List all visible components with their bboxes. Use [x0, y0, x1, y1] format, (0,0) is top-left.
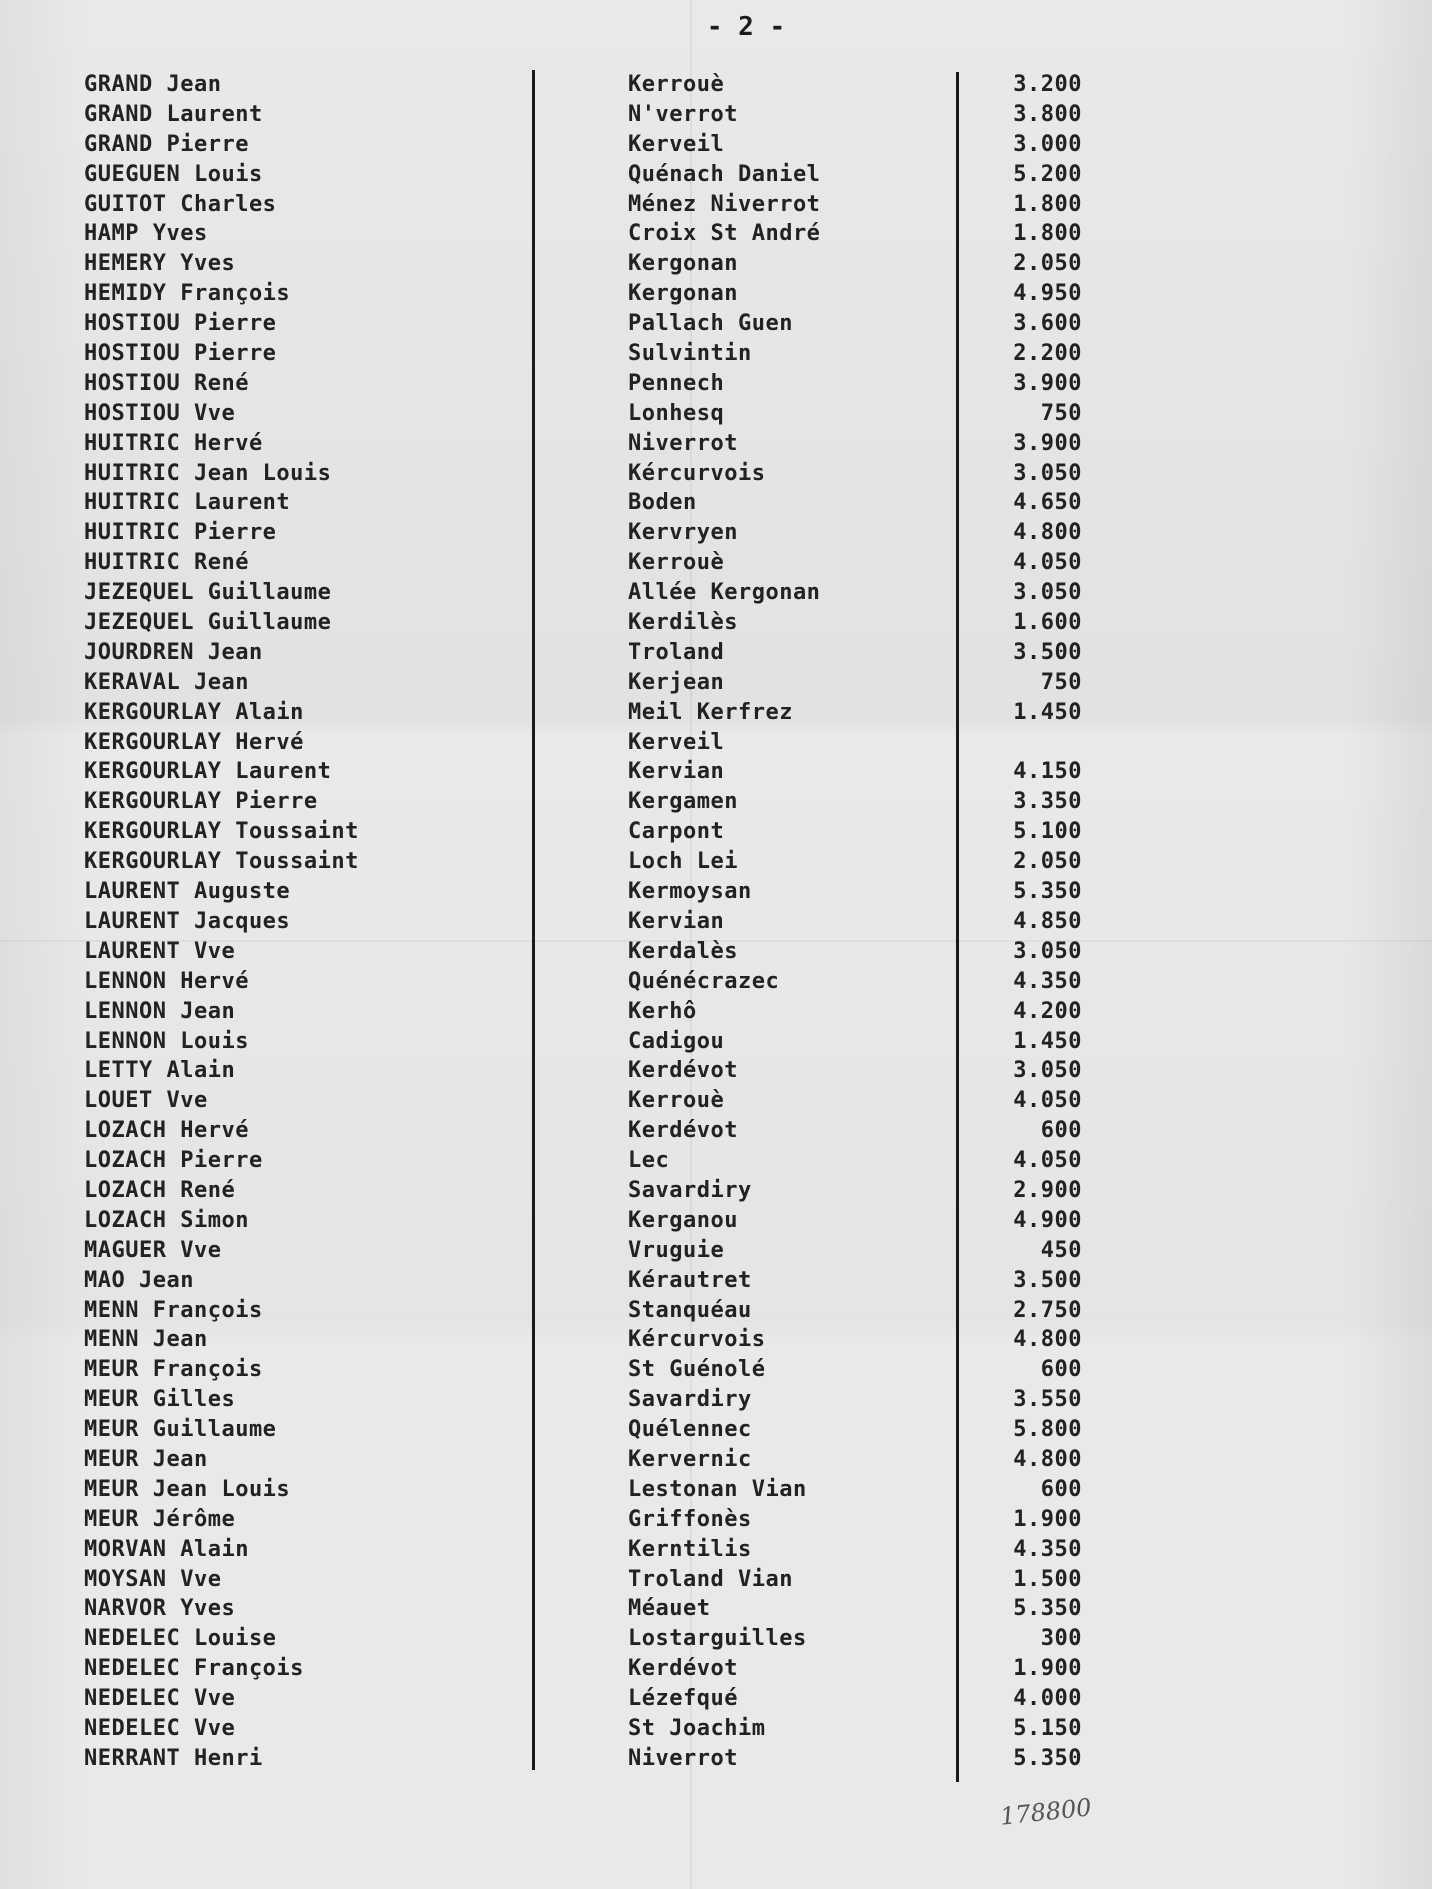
ledger-row	[0, 1027, 1432, 1057]
amount: 3.050	[1013, 580, 1082, 606]
ledger-row	[0, 1056, 1432, 1086]
place-name: St Joachim	[628, 1715, 766, 1741]
amount: 3.900	[1013, 430, 1082, 456]
place-name: Kergonan	[628, 251, 738, 277]
amount: 750	[1040, 400, 1082, 426]
ledger-row	[0, 847, 1432, 877]
place-name: Troland	[628, 639, 725, 665]
amount: 3.000	[1013, 131, 1082, 157]
person-name: MEUR François	[84, 1357, 263, 1383]
place-name: Kerrouè	[628, 72, 725, 97]
ledger-row	[0, 548, 1432, 578]
amount: 1.450	[1013, 1028, 1082, 1054]
amount: 2.050	[1013, 251, 1082, 277]
person-name: KERAVAL Jean	[84, 669, 249, 695]
amount: 4.650	[1013, 490, 1082, 516]
place-name: Kervian	[628, 908, 725, 934]
ledger-row	[0, 1206, 1432, 1236]
ledger-row	[0, 279, 1432, 309]
amount: 5.200	[1013, 161, 1082, 187]
place-name: Kerrouè	[628, 550, 725, 576]
ledger-row	[0, 339, 1432, 369]
place-name: Quénécrazec	[628, 968, 780, 994]
place-name: Quélennec	[628, 1417, 752, 1443]
place-name: Lonhesq	[628, 400, 725, 426]
amount: 600	[1040, 1476, 1082, 1502]
person-name: LOZACH Simon	[84, 1207, 249, 1233]
person-name: LENNON Louis	[84, 1028, 249, 1054]
place-name: Kerveil	[628, 131, 725, 157]
amount: 4.350	[1013, 1536, 1082, 1562]
amount: 300	[1040, 1626, 1082, 1652]
person-name: HUITRIC Pierre	[84, 520, 277, 546]
person-name: KERGOURLAY Alain	[84, 699, 304, 725]
person-name: HUITRIC Laurent	[84, 490, 291, 516]
ledger-row	[0, 369, 1432, 399]
place-name: Kervernic	[628, 1446, 752, 1472]
person-name: NEDELEC François	[84, 1656, 304, 1682]
amount: 4.050	[1013, 550, 1082, 576]
amount: 2.050	[1013, 849, 1082, 875]
ledger-row	[0, 937, 1432, 967]
person-name: LETTY Alain	[84, 1058, 236, 1084]
page-number: - 2 -	[706, 12, 786, 42]
place-name: St Guénolé	[628, 1357, 766, 1383]
ledger-row	[0, 997, 1432, 1027]
amount: 4.900	[1013, 1207, 1082, 1233]
person-name: GUITOT Charles	[84, 191, 277, 217]
person-name: MAO Jean	[84, 1267, 194, 1293]
person-name: MAGUER Vve	[84, 1237, 222, 1263]
ledger-row	[0, 1236, 1432, 1266]
ledger-row	[0, 249, 1432, 279]
place-name: Kerntilis	[628, 1536, 752, 1562]
amount: 600	[1040, 1357, 1082, 1383]
amount: 4.800	[1013, 1446, 1082, 1472]
amount: 4.800	[1013, 520, 1082, 546]
amount: 3.550	[1013, 1387, 1082, 1413]
place-name: Kerdévot	[628, 1656, 738, 1682]
place-name: Lézefqué	[628, 1686, 738, 1712]
place-name: Niverrot	[628, 1745, 738, 1771]
amount: 5.350	[1013, 1596, 1082, 1622]
person-name: HAMP Yves	[84, 221, 208, 247]
ledger-row	[0, 1146, 1432, 1176]
amount: 4.800	[1013, 1327, 1082, 1353]
place-name: Méauet	[628, 1596, 711, 1622]
ledger-row	[0, 160, 1432, 190]
place-name: Boden	[628, 490, 697, 516]
ledger-row	[0, 130, 1432, 160]
amount: 3.050	[1013, 460, 1082, 486]
ledger-row	[0, 1475, 1432, 1505]
place-name: Kergamen	[628, 789, 738, 815]
person-name: HUITRIC René	[84, 550, 249, 576]
person-name: JEZEQUEL Guillaume	[84, 580, 332, 606]
person-name: KERGOURLAY Toussaint	[84, 819, 359, 845]
person-name: KERGOURLAY Hervé	[84, 729, 304, 755]
place-name: Quénach Daniel	[628, 161, 821, 187]
amount: 1.800	[1013, 221, 1082, 247]
place-name: Kerveil	[628, 729, 725, 755]
ledger-row	[0, 757, 1432, 787]
amount: 1.900	[1013, 1656, 1082, 1682]
place-name: Savardiry	[628, 1387, 752, 1413]
ledger-row	[0, 1624, 1432, 1654]
amount: 3.350	[1013, 789, 1082, 815]
ledger-row	[0, 1415, 1432, 1445]
place-name: Lostarguilles	[628, 1626, 807, 1652]
place-name: Kervryen	[628, 520, 738, 546]
ledger-row	[0, 488, 1432, 518]
ledger-row	[0, 877, 1432, 907]
person-name: MENN Jean	[84, 1327, 208, 1353]
person-name: MEUR Guillaume	[84, 1417, 277, 1443]
ledger-row	[0, 1355, 1432, 1385]
amount: 4.350	[1013, 968, 1082, 994]
place-name: Meil Kerfrez	[628, 699, 793, 725]
person-name: HOSTIOU Pierre	[84, 341, 277, 367]
place-name: Griffonès	[628, 1506, 752, 1532]
person-name: MOYSAN Vve	[84, 1566, 222, 1592]
ledger-row	[0, 1445, 1432, 1475]
place-name: Pallach Guen	[628, 311, 793, 337]
ledger-row	[0, 1744, 1432, 1774]
person-name: GRAND Laurent	[84, 101, 263, 127]
ledger-row	[0, 608, 1432, 638]
person-name: LOZACH René	[84, 1177, 236, 1203]
amount: 3.900	[1013, 370, 1082, 396]
person-name: NEDELEC Vve	[84, 1686, 236, 1712]
amount: 1.800	[1013, 191, 1082, 217]
place-name: Pennech	[628, 370, 725, 396]
person-name: HOSTIOU Pierre	[84, 311, 277, 337]
amount: 1.600	[1013, 610, 1082, 636]
place-name: Lec	[628, 1148, 670, 1174]
ledger-row	[0, 817, 1432, 847]
ledger-row	[0, 190, 1432, 220]
person-name: MENN François	[84, 1297, 263, 1323]
ledger-row	[0, 1684, 1432, 1714]
person-name: GUEGUEN Louis	[84, 161, 263, 187]
place-name: Kermoysan	[628, 879, 752, 905]
person-name: JEZEQUEL Guillaume	[84, 610, 332, 636]
place-name: Kerrouè	[628, 1088, 725, 1114]
amount: 3.600	[1013, 311, 1082, 337]
place-name: Kerdalès	[628, 938, 738, 964]
place-name: Kergonan	[628, 281, 738, 307]
person-name: HOSTIOU Vve	[84, 400, 236, 426]
amount: 450	[1040, 1237, 1082, 1263]
person-name: LOZACH Hervé	[84, 1118, 249, 1144]
amount: 5.100	[1013, 819, 1082, 845]
place-name: Troland Vian	[628, 1566, 793, 1592]
place-name: Kervian	[628, 759, 725, 785]
ledger-row	[0, 907, 1432, 937]
amount: 750	[1040, 669, 1082, 695]
person-name: HEMIDY François	[84, 281, 291, 307]
person-name: HOSTIOU René	[84, 370, 249, 396]
ledger-row	[0, 1505, 1432, 1535]
ledger-row	[0, 429, 1432, 459]
ledger-row	[0, 668, 1432, 698]
ledger-row	[0, 1654, 1432, 1684]
ledger-row	[0, 1086, 1432, 1116]
ledger-row	[0, 1565, 1432, 1595]
person-name: JOURDREN Jean	[84, 639, 263, 665]
person-name: HUITRIC Hervé	[84, 430, 263, 456]
ledger-row	[0, 309, 1432, 339]
amount: 4.200	[1013, 998, 1082, 1024]
person-name: KERGOURLAY Pierre	[84, 789, 318, 815]
place-name: Loch Lei	[628, 849, 738, 875]
place-name: Savardiry	[628, 1177, 752, 1203]
ledger-row	[0, 1176, 1432, 1206]
amount: 2.200	[1013, 341, 1082, 367]
amount: 4.050	[1013, 1088, 1082, 1114]
place-name: Kerjean	[628, 669, 725, 695]
person-name: LAURENT Auguste	[84, 879, 291, 905]
amount: 1.450	[1013, 699, 1082, 725]
amount: 600	[1040, 1118, 1082, 1144]
amount: 1.900	[1013, 1506, 1082, 1532]
ledger-row	[0, 1594, 1432, 1624]
ledger-row	[0, 1296, 1432, 1326]
amount: 5.350	[1013, 879, 1082, 905]
person-name: NERRANT Henri	[84, 1745, 263, 1771]
person-name: MEUR Gilles	[84, 1387, 236, 1413]
ledger-row	[0, 787, 1432, 817]
place-name: Niverrot	[628, 430, 738, 456]
ledger-row	[0, 1385, 1432, 1415]
ledger-row	[0, 459, 1432, 489]
place-name: Kerdévot	[628, 1058, 738, 1084]
person-name: HUITRIC Jean Louis	[84, 460, 332, 486]
place-name: Croix St André	[628, 221, 821, 247]
place-name: Kerdévot	[628, 1118, 738, 1144]
person-name: LENNON Hervé	[84, 968, 249, 994]
person-name: MEUR Jérôme	[84, 1506, 236, 1532]
place-name: Kércurvois	[628, 1327, 766, 1353]
person-name: NEDELEC Louise	[84, 1626, 277, 1652]
ledger-row	[0, 638, 1432, 668]
person-name: NARVOR Yves	[84, 1596, 236, 1622]
ledger-row	[0, 1266, 1432, 1296]
ledger-row	[0, 1116, 1432, 1146]
place-name: Kerdilès	[628, 610, 738, 636]
ledger-row	[0, 1714, 1432, 1744]
handwritten-total: 178800	[998, 1793, 1093, 1831]
ledger-row	[0, 1535, 1432, 1565]
amount: 2.900	[1013, 1177, 1082, 1203]
place-name: Allée Kergonan	[628, 580, 821, 606]
place-name: Kércurvois	[628, 460, 766, 486]
amount: 4.000	[1013, 1686, 1082, 1712]
amount: 5.800	[1013, 1417, 1082, 1443]
place-name: N'verrot	[628, 101, 738, 127]
person-name: MEUR Jean Louis	[84, 1476, 291, 1502]
ledger-row	[0, 1325, 1432, 1355]
person-name: LOZACH Pierre	[84, 1148, 263, 1174]
person-name: KERGOURLAY Toussaint	[84, 849, 359, 875]
ledger-row	[0, 578, 1432, 608]
person-name: LAURENT Vve	[84, 938, 236, 964]
amount: 4.850	[1013, 908, 1082, 934]
ledger-row	[0, 399, 1432, 429]
ledger-row	[0, 728, 1432, 758]
ledger-row	[0, 219, 1432, 249]
place-name: Kerganou	[628, 1207, 738, 1233]
ledger-rows	[0, 70, 1432, 1774]
amount: 3.050	[1013, 938, 1082, 964]
ledger-row	[0, 967, 1432, 997]
place-name: Lestonan Vian	[628, 1476, 807, 1502]
place-name: Cadigou	[628, 1028, 725, 1054]
amount: 3.500	[1013, 1267, 1082, 1293]
person-name: NEDELEC Vve	[84, 1715, 236, 1741]
amount: 1.500	[1013, 1566, 1082, 1592]
amount: 4.150	[1013, 759, 1082, 785]
amount: 2.750	[1013, 1297, 1082, 1323]
place-name: Sulvintin	[628, 341, 752, 367]
place-name: Vruguie	[628, 1237, 725, 1263]
place-name: Ménez Niverrot	[628, 191, 821, 217]
person-name: GRAND Jean	[84, 72, 222, 97]
ledger-row	[0, 698, 1432, 728]
amount: 5.350	[1013, 1745, 1082, 1771]
amount: 4.950	[1013, 281, 1082, 307]
ledger-row	[0, 518, 1432, 548]
person-name: HEMERY Yves	[84, 251, 236, 277]
person-name: MEUR Jean	[84, 1446, 208, 1472]
amount: 3.200	[1013, 72, 1082, 97]
amount: 3.050	[1013, 1058, 1082, 1084]
amount: 3.800	[1013, 101, 1082, 127]
place-name: Kérautret	[628, 1267, 752, 1293]
amount: 3.500	[1013, 639, 1082, 665]
person-name: LAURENT Jacques	[84, 908, 291, 934]
person-name: GRAND Pierre	[84, 131, 249, 157]
place-name: Kerhô	[628, 998, 697, 1024]
ledger-row	[0, 70, 1432, 100]
person-name: LENNON Jean	[84, 998, 236, 1024]
ledger-row	[0, 100, 1432, 130]
amount: 4.050	[1013, 1148, 1082, 1174]
amount: 5.150	[1013, 1715, 1082, 1741]
person-name: LOUET Vve	[84, 1088, 208, 1114]
place-name: Carpont	[628, 819, 725, 845]
place-name: Stanquéau	[628, 1297, 752, 1323]
person-name: MORVAN Alain	[84, 1536, 249, 1562]
person-name: KERGOURLAY Laurent	[84, 759, 332, 785]
